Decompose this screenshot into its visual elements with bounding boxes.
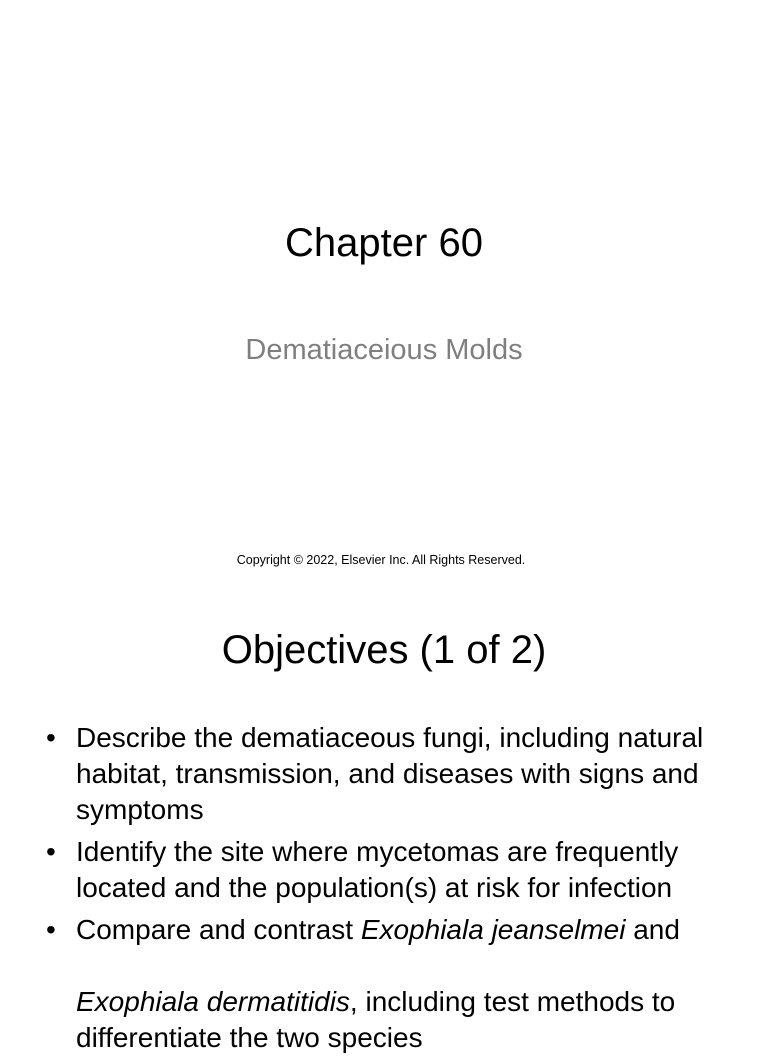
line-gap (76, 948, 744, 984)
chapter-title: Chapter 60 (285, 221, 483, 265)
bullet-text-suffix: , including test methods to differentiate the two species (76, 986, 676, 1053)
species-name: Exophiala dermatitidis (76, 986, 350, 1017)
objectives-slide (0, 590, 768, 1053)
bullet-text: Describe the dematiaceous fungi, including natural habitat, transmission, and diseases with signs and symptoms (76, 722, 704, 825)
bullet-icon: • (46, 836, 56, 867)
bullet-icon: • (46, 722, 56, 753)
bullet-icon: • (46, 914, 56, 945)
objectives-title: Objectives (1 of 2) (221, 628, 547, 672)
species-name: Exophiala jeanselmei (360, 914, 626, 945)
list-item (44, 720, 744, 828)
bullet-text-prefix: Compare and contrast (76, 914, 361, 945)
list-item (44, 912, 744, 1056)
objectives-list (44, 720, 744, 1062)
copyright-notice: Copyright © 2022, Elsevier Inc. All Rights Reserved. (236, 553, 526, 567)
bullet-text-middle: and (625, 914, 680, 945)
list-item (44, 834, 744, 906)
bullet-text: Identify the site where mycetomas are frequently located and the population(s) at risk for infection (76, 836, 679, 903)
chapter-subtitle: Dematiaceious Molds (245, 334, 523, 366)
